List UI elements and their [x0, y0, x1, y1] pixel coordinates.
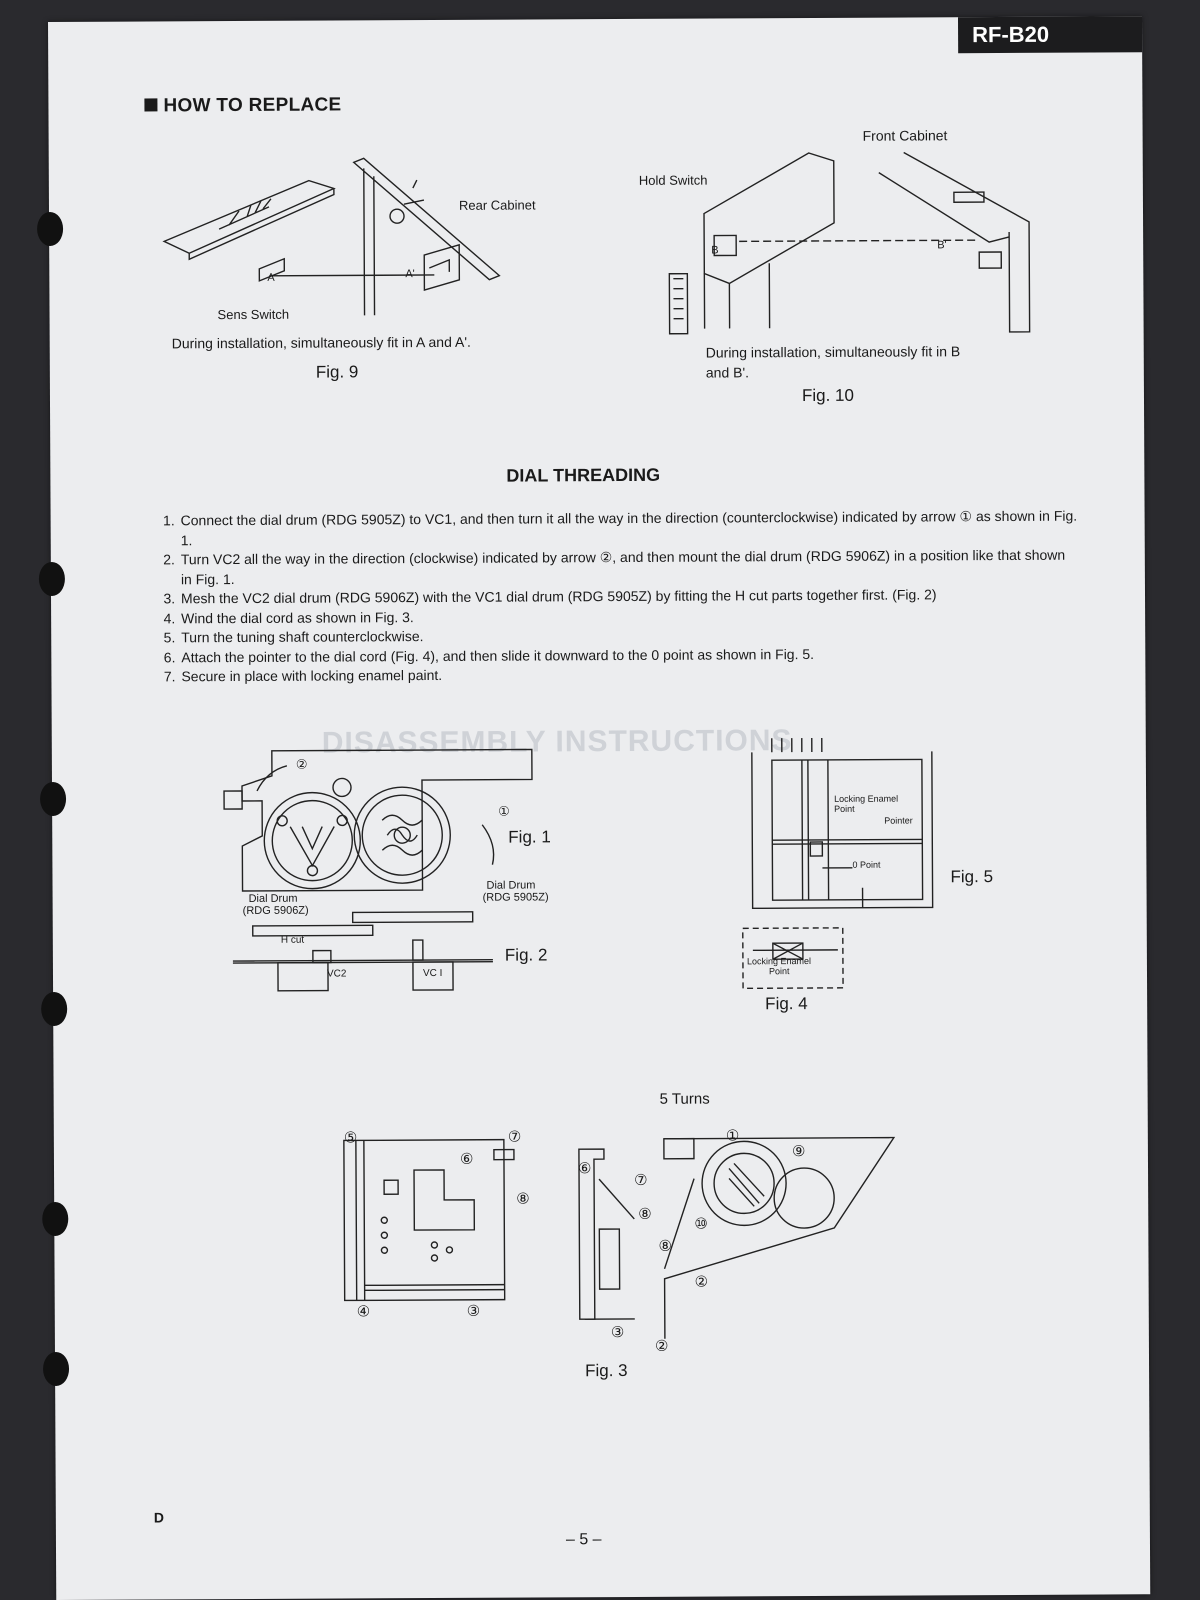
- dial-threading-steps: [155, 507, 1080, 687]
- fig3-num-4: ④: [356, 1303, 371, 1321]
- binder-hole: [40, 782, 66, 816]
- fig1-label: Fig. 1: [508, 827, 551, 847]
- fig3-num-6: ⑥: [577, 1160, 592, 1178]
- fig3-num-2: ②: [694, 1273, 709, 1291]
- fig4-label: Fig. 4: [765, 994, 808, 1014]
- fig3-num-1: ①: [725, 1127, 740, 1145]
- fig3-turns: 5 Turns: [659, 1090, 710, 1108]
- front-cabinet-label: Front Cabinet: [862, 127, 948, 144]
- fig2-label: Fig. 2: [504, 945, 548, 965]
- fig3-num-10: ⑩: [694, 1215, 708, 1233]
- fig10-caption-line2: and B'.: [705, 364, 750, 381]
- step-item: 5. Turn the tuning shaft counterclockwise.: [179, 624, 1079, 648]
- fig5-locking-line2: Point: [834, 803, 855, 814]
- fig2-vc2: VC2: [326, 968, 347, 980]
- step-item: 2. Turn VC2 all the way in the direction (clockwise) indicated by arrow ②, and then mount the dial drum (RDG 5906Z) in a position like that shown in Fig. 1.: [179, 546, 1079, 590]
- step-item: 7. Secure in place with locking enamel paint.: [179, 663, 1079, 687]
- fig4-locking-line2: Point: [768, 966, 790, 977]
- binder-hole: [37, 212, 63, 246]
- page-number: – 5 –: [565, 1531, 602, 1549]
- fig1-fig2-drawing: [212, 739, 553, 1001]
- binder-hole: [43, 1352, 69, 1386]
- dial-threading-title: DIAL THREADING: [506, 464, 661, 486]
- fig3-num-6: ⑥: [459, 1150, 474, 1168]
- model-number: RF-B20: [958, 16, 1142, 53]
- fig3-num-8: ⑧: [516, 1190, 530, 1208]
- fig5-locking-line1: Locking Enamel: [834, 793, 899, 804]
- fig2-vc1: VC I: [422, 967, 443, 980]
- fig5-zero-point: 0 Point: [852, 859, 881, 870]
- fig1-drum-left-line1: Dial Drum: [248, 892, 298, 905]
- rear-cabinet-label: Rear Cabinet: [458, 197, 536, 213]
- fig3-num-7: ⑦: [507, 1128, 522, 1146]
- fig3-label: Fig. 3: [585, 1360, 628, 1381]
- bullet-square: [144, 98, 157, 111]
- page-letter: D: [153, 1509, 164, 1526]
- step-item: 4. Wind the dial cord as shown in Fig. 3.: [179, 604, 1079, 628]
- fig1-arrow-2: ②: [295, 756, 308, 772]
- sens-switch-label: Sens Switch: [217, 306, 290, 323]
- fig10-label: Fig. 10: [801, 385, 854, 406]
- fig5-label: Fig. 5: [950, 867, 994, 887]
- step-item: 3. Mesh the VC2 dial drum (RDG 5906Z) with the VC1 dial drum (RDG 5905Z) by fitting the H cut parts together first. (Fig. 2): [179, 585, 1079, 609]
- step-item: 1. Connect the dial drum (RDG 5905Z) to VC1, and then turn it all the way in the direction (counterclockwise) indicated by arrow ① as shown in Fig. 1.: [179, 507, 1079, 551]
- fig10-drawing: [649, 142, 1050, 354]
- fig3-num-8: ⑧: [658, 1237, 672, 1255]
- fig1-drum-right-line1: Dial Drum: [486, 879, 536, 892]
- binder-hole: [39, 562, 65, 596]
- fig3-num-9: ⑨: [791, 1143, 806, 1161]
- manual-page: [48, 16, 1150, 1600]
- step-item: 6. Attach the pointer to the dial cord (Fig. 4), and then slide it downward to the 0 point as shown in Fig. 5.: [179, 643, 1079, 667]
- fig9-label: Fig. 9: [315, 362, 359, 382]
- binder-hole: [41, 992, 67, 1026]
- fig3-num-3: ③: [610, 1324, 625, 1342]
- fig3-num-5: ⑤: [343, 1129, 358, 1147]
- fig10-caption-line1: During installation, simultaneously fit in B: [705, 343, 961, 361]
- label-a: A: [267, 271, 275, 284]
- fig1-drum-right-line2: (RDG 5905Z): [482, 891, 549, 904]
- fig1-arrow-1: ①: [498, 803, 510, 819]
- bleed-through-text: DISASSEMBLY INSTRUCTIONS: [321, 724, 793, 760]
- fig3-num-7: ⑦: [634, 1171, 648, 1189]
- fig3-num-2: ②: [654, 1337, 669, 1355]
- fig3-drawing: [334, 1107, 935, 1360]
- hold-switch-label: Hold Switch: [638, 172, 708, 188]
- fig5-pointer-label: Pointer: [884, 815, 913, 826]
- fig9-drawing: [159, 139, 540, 341]
- label-b: B: [711, 244, 719, 257]
- section-title-text: HOW TO REPLACE: [163, 94, 342, 117]
- fig3-num-8: ⑧: [638, 1205, 652, 1223]
- label-a-prime: A': [405, 268, 415, 281]
- fig3-num-3: ③: [466, 1302, 481, 1320]
- fig1-drum-left-line2: (RDG 5906Z): [242, 904, 309, 917]
- binder-hole: [42, 1202, 68, 1236]
- fig2-h-cut: H cut: [280, 934, 305, 946]
- fig4-locking-line1: Locking Enamel: [746, 956, 812, 967]
- fig9-caption: During installation, simultaneously fit in A and A'.: [171, 333, 471, 352]
- section-title: [144, 94, 341, 117]
- label-b-prime: B': [937, 239, 947, 252]
